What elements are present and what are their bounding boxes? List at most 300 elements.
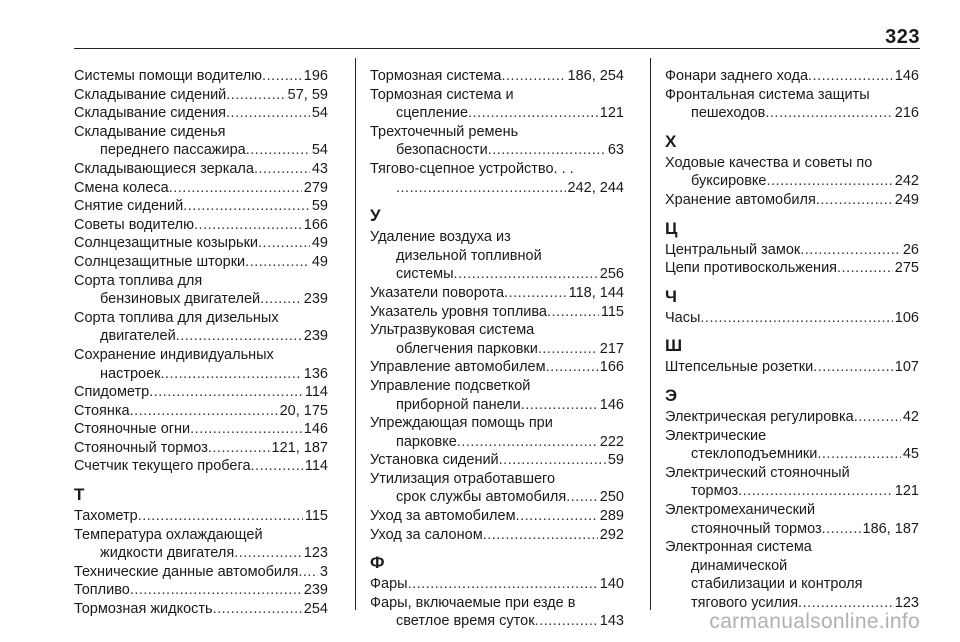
page-reference: 63 <box>607 142 624 159</box>
entry-line <box>370 67 624 86</box>
index-entry <box>665 86 919 123</box>
page-number: 323 <box>885 26 920 48</box>
entry-line <box>370 284 624 303</box>
dot-leader <box>767 172 893 191</box>
section-letter: Х <box>665 131 677 151</box>
entry-term: Смена колеса <box>74 179 169 196</box>
entry-term: Стояночные огни <box>74 421 191 438</box>
dot-leader <box>408 575 598 594</box>
dot-leader <box>488 141 606 160</box>
entry-term: Электронная система <box>665 539 812 556</box>
dot-leader <box>504 284 567 303</box>
entry-term: Стоянка <box>74 402 130 419</box>
page-reference: 146 <box>599 396 624 413</box>
entry-line <box>665 104 919 123</box>
entry-term: бензиновых двигателей <box>100 291 261 308</box>
entry-line <box>370 507 624 526</box>
dot-leader <box>138 507 303 526</box>
index-entry <box>665 358 919 377</box>
page-reference: 249 <box>894 191 919 208</box>
page-reference: 289 <box>599 508 624 525</box>
page-reference: 143 <box>599 613 624 630</box>
index-entry <box>370 160 624 197</box>
entry-line <box>370 160 624 179</box>
entry-term: Солнцезащитные козырьки <box>74 235 259 252</box>
entry-term: парковке <box>396 433 457 450</box>
section-letter: Э <box>665 385 678 405</box>
entry-line <box>370 303 624 322</box>
entry-line <box>665 408 919 427</box>
index-entry <box>665 154 919 191</box>
dot-leader <box>208 439 270 458</box>
index-entry <box>665 309 919 328</box>
dot-leader <box>457 433 598 452</box>
entry-term: Центральный замок <box>665 241 801 258</box>
index-entry <box>74 420 328 439</box>
entry-term: облегчения парковки <box>396 340 538 357</box>
dot-leader <box>547 303 599 322</box>
index-entry <box>370 228 624 284</box>
index-entry <box>370 507 624 526</box>
index-entry <box>74 600 328 619</box>
entry-line <box>665 501 919 520</box>
entry-term: Ходовые качества и советы по <box>665 154 873 171</box>
page-reference: 59 <box>311 198 328 215</box>
page-reference: 123 <box>303 545 328 562</box>
entry-line <box>665 259 919 278</box>
index-entry <box>370 414 624 451</box>
section-letter: Ш <box>665 336 683 356</box>
page-reference: 239 <box>303 328 328 345</box>
entry-term: Складывание сидений <box>74 86 227 103</box>
entry-term: Солнцезащитные шторки <box>74 253 246 270</box>
entry-line <box>370 228 624 247</box>
dot-leader <box>183 197 310 216</box>
page-reference: 239 <box>303 291 328 308</box>
dot-leader <box>190 420 302 439</box>
index-entry <box>370 303 624 322</box>
entry-term: Хранение автомобиля <box>665 191 816 208</box>
entry-line <box>74 197 328 216</box>
index-entry <box>74 123 328 160</box>
entry-line <box>370 179 624 198</box>
index-entry <box>665 408 919 427</box>
page-reference: 146 <box>303 421 328 438</box>
dot-leader <box>700 309 892 328</box>
page-reference: 42 <box>902 408 919 425</box>
entry-term: тормоз <box>691 483 739 500</box>
entry-line <box>665 575 919 594</box>
entry-term: Управление автомобилем <box>370 359 546 376</box>
page-reference: 106 <box>894 309 919 326</box>
dot-leader <box>546 358 598 377</box>
index-entry <box>74 457 328 476</box>
dot-leader <box>246 141 310 160</box>
dot-leader <box>226 104 310 123</box>
page-reference: 118, 144 <box>568 284 624 301</box>
index-entry <box>74 402 328 421</box>
dot-leader <box>194 216 302 235</box>
entry-line <box>370 433 624 452</box>
entry-line <box>74 253 328 272</box>
entry-term: Указатели поворота <box>370 284 505 301</box>
index-entry <box>370 284 624 303</box>
page-reference: 26 <box>902 241 919 258</box>
entry-line <box>370 123 624 142</box>
entry-line <box>74 526 328 545</box>
entry-line <box>370 612 624 631</box>
dot-leader <box>535 612 598 631</box>
entry-term: дизельной топливной <box>396 247 542 264</box>
watermark: carmanualsonline.info <box>709 610 920 633</box>
index-entry <box>370 321 624 358</box>
page-reference: 115 <box>600 303 624 320</box>
index-entry <box>74 197 328 216</box>
entry-term: Технические данные автомобиля <box>74 563 299 580</box>
column-divider <box>355 58 356 610</box>
dot-leader <box>258 234 310 253</box>
entry-line <box>370 340 624 359</box>
page-reference: 186, 187 <box>862 520 919 537</box>
index-entry <box>74 86 328 105</box>
entry-term: Тягово-сцепное устройство. . . <box>370 160 574 177</box>
page-reference: 275 <box>894 260 919 277</box>
entry-line <box>74 420 328 439</box>
entry-line <box>665 538 919 557</box>
page-reference: 254 <box>303 601 328 618</box>
index-entry <box>665 501 919 538</box>
entry-line <box>74 86 328 105</box>
page-reference: 242 <box>894 173 919 190</box>
entry-term: Электромеханический <box>665 501 816 518</box>
page-reference: 222 <box>599 433 624 450</box>
entry-term: Складывание сидения <box>74 105 227 122</box>
entry-term: стабилизации и контроля <box>691 576 863 593</box>
entry-line <box>74 327 328 346</box>
page-reference: 49 <box>311 235 328 252</box>
page-reference: 196 <box>303 68 328 84</box>
entry-term: Температура охлаждающей <box>74 526 263 543</box>
entry-line <box>74 290 328 309</box>
entry-line <box>665 464 919 483</box>
page-reference: 121 <box>599 105 624 122</box>
entry-term: Складывание сиденья <box>74 123 226 140</box>
entry-term: пешеходов <box>691 105 766 122</box>
page-reference: 49 <box>311 253 328 270</box>
page-reference: 121, 187 <box>271 439 328 456</box>
page-reference: 279 <box>303 179 328 196</box>
index-entry <box>665 241 919 260</box>
index-entry <box>665 67 919 86</box>
entry-term: Тормозная система и <box>370 86 514 103</box>
entry-term: Сорта топлива для дизельных <box>74 309 279 326</box>
entry-term: переднего пассажира <box>100 142 246 159</box>
entry-line <box>74 160 328 179</box>
page-reference: 216 <box>894 105 919 122</box>
index-column-1 <box>74 67 328 619</box>
dot-leader <box>854 408 901 427</box>
entry-line <box>665 557 919 576</box>
entry-term: Фары, включаемые при езде в <box>370 594 576 611</box>
index-entry <box>370 377 624 414</box>
dot-leader <box>161 365 302 384</box>
page-reference: 250 <box>599 489 624 506</box>
dot-leader <box>254 160 310 179</box>
dot-leader <box>251 457 303 476</box>
entry-line <box>74 309 328 328</box>
entry-line <box>74 104 328 123</box>
entry-term: динамической <box>691 557 788 574</box>
entry-term: Электрические <box>665 427 767 444</box>
dot-leader <box>149 383 303 402</box>
dot-leader <box>130 581 302 600</box>
entry-term: Топливо <box>74 582 130 599</box>
entry-line <box>665 358 919 377</box>
entry-line <box>370 526 624 545</box>
entry-term: системы <box>396 266 454 283</box>
entry-line <box>665 445 919 464</box>
dot-leader <box>813 358 893 377</box>
entry-term: Указатель уровня топлива <box>370 303 547 320</box>
page-reference: 123 <box>894 594 919 611</box>
dot-leader <box>245 253 310 272</box>
entry-term: Складывающиеся зеркала <box>74 160 254 177</box>
page-reference: 107 <box>894 359 919 376</box>
index-column-2 <box>370 67 624 631</box>
index-entry <box>74 234 328 253</box>
page-reference: 292 <box>599 526 624 543</box>
entry-term: Установка сидений <box>370 452 499 469</box>
section-letter: У <box>370 206 381 226</box>
entry-term: Электрический стояночный <box>665 464 850 481</box>
entry-line <box>74 234 328 253</box>
entry-term: Управление подсветкой <box>370 377 531 394</box>
index-column-3 <box>665 67 919 612</box>
page-reference: 121 <box>894 483 919 500</box>
dot-leader <box>176 327 302 346</box>
entry-line <box>665 309 919 328</box>
page-reference: 57, 59 <box>287 86 328 103</box>
dot-leader <box>262 67 302 86</box>
entry-term: Удаление воздуха из <box>370 229 511 246</box>
index-entry <box>665 191 919 210</box>
page-reference: 43 <box>311 160 328 177</box>
dot-leader <box>566 488 598 507</box>
entry-term: настроек <box>100 365 161 382</box>
entry-line <box>74 402 328 421</box>
entry-line <box>74 563 328 582</box>
page-reference: 115 <box>304 508 328 525</box>
dot-leader <box>234 544 302 563</box>
dot-leader <box>396 179 566 198</box>
entry-line <box>74 383 328 402</box>
index-entry <box>665 427 919 464</box>
index-entry <box>74 439 328 458</box>
entry-line <box>665 520 919 539</box>
entry-line <box>74 365 328 384</box>
index-entry <box>74 179 328 198</box>
entry-term: Фонари заднего хода <box>665 68 809 84</box>
entry-line <box>370 414 624 433</box>
entry-line <box>370 358 624 377</box>
page-reference: 45 <box>902 446 919 463</box>
entry-term: Электрическая регулировка <box>665 408 854 425</box>
dot-leader <box>468 104 598 123</box>
dot-leader <box>169 179 302 198</box>
entry-term: Тормозная жидкость <box>74 601 213 618</box>
entry-term: Штепсельные розетки <box>665 359 814 376</box>
page-reference: 146 <box>894 68 919 84</box>
entry-term: сцепление <box>396 105 469 122</box>
index-entry <box>665 464 919 501</box>
index-entry <box>370 123 624 160</box>
index-entry <box>74 272 328 309</box>
entry-line <box>370 265 624 284</box>
section-letter: Ч <box>665 286 677 306</box>
entry-line <box>665 86 919 105</box>
entry-line <box>370 451 624 470</box>
page-reference: 54 <box>311 105 328 122</box>
page-reference: 256 <box>599 266 624 283</box>
dot-leader <box>538 340 598 359</box>
dot-leader <box>298 563 318 582</box>
page-reference: 239 <box>303 582 328 599</box>
entry-line <box>665 67 919 86</box>
entry-line <box>370 86 624 105</box>
page-reference: 54 <box>311 142 328 159</box>
entry-term: Стояночный тормоз <box>74 439 208 456</box>
index-entry <box>370 67 624 86</box>
entry-line <box>665 482 919 501</box>
dot-leader <box>816 191 893 210</box>
page-reference: 114 <box>304 458 328 475</box>
index-entry <box>370 526 624 545</box>
entry-line <box>370 247 624 266</box>
index-entry <box>370 451 624 470</box>
index-entry <box>74 526 328 563</box>
entry-line <box>74 141 328 160</box>
entry-line <box>370 488 624 507</box>
index-entry <box>74 346 328 383</box>
entry-line <box>665 241 919 260</box>
entry-term: Системы помощи водителю <box>74 68 263 84</box>
dot-leader <box>817 445 900 464</box>
entry-term: Фронтальная система защиты <box>665 86 870 103</box>
entry-line <box>665 154 919 173</box>
dot-leader <box>808 67 893 86</box>
dot-leader <box>130 402 278 421</box>
page-reference: 166 <box>303 216 328 233</box>
index-entry <box>370 470 624 507</box>
dot-leader <box>502 67 566 86</box>
index-entry <box>665 538 919 612</box>
entry-line <box>370 321 624 340</box>
entry-term: срок службы автомобиля <box>396 489 567 506</box>
page-reference: 242, 244 <box>567 179 624 196</box>
entry-line <box>665 191 919 210</box>
index-entry <box>370 575 624 594</box>
index-entry <box>74 563 328 582</box>
page-reference: 20, 175 <box>279 402 328 419</box>
entry-term: светлое время суток <box>396 613 535 630</box>
index-entry <box>74 581 328 600</box>
entry-term: Ультразвуковая система <box>370 322 535 339</box>
index-entry <box>74 253 328 272</box>
entry-term: Упреждающая помощь при <box>370 415 553 432</box>
entry-term: Фары <box>370 576 408 593</box>
dot-leader <box>800 241 901 260</box>
entry-term: Советы водителю <box>74 216 194 233</box>
entry-term: буксировке <box>691 173 767 190</box>
index-entry <box>74 160 328 179</box>
entry-term: приборной панели <box>396 396 521 413</box>
entry-term: Цепи противоскольжения <box>665 260 838 277</box>
page-reference: 114 <box>304 384 328 401</box>
entry-line <box>370 470 624 489</box>
entry-term: Уход за автомобилем <box>370 508 516 525</box>
entry-term: жидкости двигателя <box>100 545 235 562</box>
column-divider <box>650 58 651 610</box>
entry-term: тягового усилия <box>691 594 799 611</box>
header-rule <box>74 48 920 49</box>
index-entry <box>74 383 328 402</box>
entry-term: Тахометр <box>74 508 138 525</box>
entry-line <box>74 544 328 563</box>
entry-term: Часы <box>665 309 701 326</box>
entry-term: Счетчик текущего пробега <box>74 458 251 475</box>
entry-line <box>665 427 919 446</box>
entry-term: стеклоподъемники <box>691 446 818 463</box>
index-entry <box>665 259 919 278</box>
dot-leader <box>837 259 893 278</box>
entry-line <box>370 377 624 396</box>
entry-line <box>74 581 328 600</box>
entry-line <box>74 346 328 365</box>
page-reference: 136 <box>303 365 328 382</box>
entry-term: двигателей <box>100 328 176 345</box>
entry-line <box>74 179 328 198</box>
dot-leader <box>765 104 892 123</box>
entry-line <box>665 172 919 191</box>
entry-term: Тормозная система <box>370 68 502 84</box>
entry-line <box>74 272 328 291</box>
entry-term: безопасности <box>396 142 488 159</box>
page-reference: 217 <box>599 340 624 357</box>
entry-line <box>370 396 624 415</box>
dot-leader <box>738 482 893 501</box>
index-entry <box>74 67 328 86</box>
page-reference: 140 <box>599 576 624 593</box>
entry-term: Утилизация отработавшего <box>370 470 556 487</box>
entry-term: Сорта топлива для <box>74 272 203 289</box>
entry-line <box>74 67 328 86</box>
entry-line <box>74 507 328 526</box>
entry-line <box>74 439 328 458</box>
dot-leader <box>521 396 598 415</box>
entry-line <box>74 216 328 235</box>
index-entry <box>74 507 328 526</box>
entry-line <box>74 600 328 619</box>
index-entry <box>74 104 328 123</box>
dot-leader <box>516 507 598 526</box>
entry-line <box>370 104 624 123</box>
page-reference: 59 <box>607 452 624 469</box>
entry-term: Сохранение индивидуальных <box>74 346 274 363</box>
entry-line <box>370 594 624 613</box>
index-entry <box>370 594 624 631</box>
section-letter: Т <box>74 485 85 505</box>
dot-leader <box>822 520 861 539</box>
